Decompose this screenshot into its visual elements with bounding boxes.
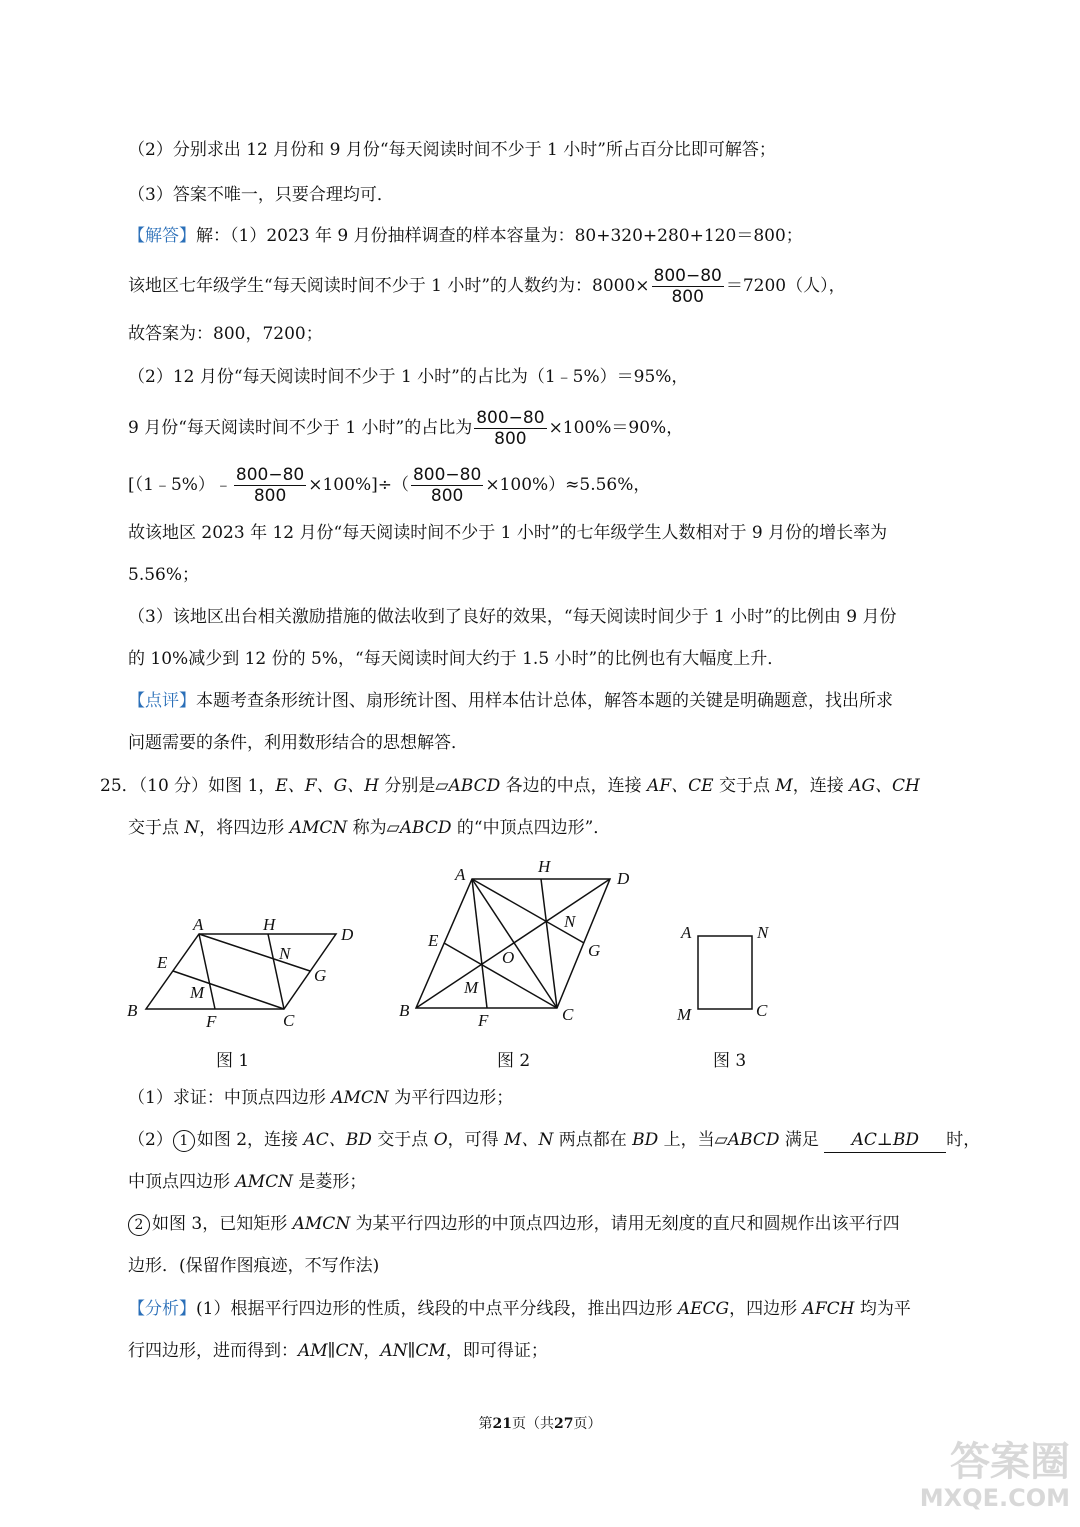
fraction: $\frac{800-80}{800}$ xyxy=(412,465,482,506)
line-answer-4: （2）12 月份“每天阅读时间不少于 1 小时”的占比为（1﹣5%）＝95%， xyxy=(128,367,689,387)
svg-text:A: A xyxy=(193,915,204,934)
line-answer-2: 该地区七年级学生“每天阅读时间不少于 1 小时”的人数约为：8000× $\frac{800-80}{800}$ ＝7200（人）， xyxy=(128,266,846,307)
line-answer-1: 【解答】解：（1）2023 年 9 月份抽样调查的样本容量为：80+320+280+120＝800； xyxy=(128,226,803,246)
figure-3-caption: 图 3 xyxy=(713,1051,747,1071)
question-25-line-1: 25．（10 分）如图 1，E、F、G、H 分别是▱ABCD 各边的中点，连接 AF、CE 交于点 M，连接 AG、CH xyxy=(100,776,920,796)
line-comment-2: 问题需要的条件，利用数形结合的思想解答． xyxy=(128,733,468,753)
svg-text:H: H xyxy=(538,857,551,876)
figures xyxy=(0,850,1080,1050)
circled-number-1: 1 xyxy=(173,1130,195,1152)
watermark-logo: 答案圈 MXQE.COM xyxy=(919,1439,1070,1512)
line-answer-3: 故答案为：800，7200； xyxy=(128,324,323,344)
svg-text:M: M xyxy=(190,983,205,1002)
line-answer-6: [（1﹣5%）﹣ $\frac{800-80}{800}$ ×100%]÷（ $\frac{800-80}{800}$ ×100%）≈5.56%， xyxy=(128,465,651,506)
svg-text:D: D xyxy=(341,925,354,944)
part-2-2-line-1: 2 如图 3，已知矩形 AMCN 为某平行四边形的中顶点四边形，请用无刻度的直尺和圆规作出该平行四 xyxy=(128,1212,900,1236)
svg-text:C: C xyxy=(283,1011,295,1030)
circled-number-2: 2 xyxy=(128,1214,150,1236)
figure-1-caption: 图 1 xyxy=(216,1051,250,1071)
svg-text:N: N xyxy=(757,923,769,942)
svg-text:N: N xyxy=(564,912,576,931)
comment-tag: 【点评】 xyxy=(128,691,196,711)
fraction: $\frac{800-80}{800}$ xyxy=(235,465,305,506)
svg-text:E: E xyxy=(428,931,439,950)
figure-2-caption: 图 2 xyxy=(497,1051,531,1071)
svg-text:F: F xyxy=(478,1011,489,1030)
svg-text:C: C xyxy=(562,1005,574,1024)
answer-tag: 【解答】 xyxy=(128,226,196,246)
line-analysis-3: （3）答案不唯一，只要合理均可． xyxy=(128,185,394,205)
svg-text:O: O xyxy=(502,948,515,967)
fraction: $\frac{800-80}{800}$ xyxy=(653,266,722,307)
svg-text:F: F xyxy=(206,1012,217,1031)
analysis-line-2: 行四边形，进而得到：AM∥CN，AN∥CM，即可得证； xyxy=(128,1341,548,1361)
answer-blank: AC⊥BD xyxy=(824,1128,946,1153)
svg-text:B: B xyxy=(399,1001,410,1020)
parallelogram-symbol: ▱ xyxy=(386,818,400,838)
svg-text:G: G xyxy=(314,966,327,985)
parallelogram-symbol: ▱ xyxy=(714,1130,728,1150)
svg-text:M: M xyxy=(677,1005,692,1024)
line-answer-9: （3）该地区出台相关激励措施的做法收到了良好的效果，“每天阅读时间少于 1 小时”的比例由 9 月份 xyxy=(128,607,897,627)
svg-text:G: G xyxy=(588,941,601,960)
svg-text:E: E xyxy=(157,953,168,972)
svg-text:B: B xyxy=(127,1001,138,1020)
svg-text:A: A xyxy=(681,923,692,942)
line-answer-7: 故该地区 2023 年 12 月份“每天阅读时间不少于 1 小时”的七年级学生人数相对于 9 月份的增长率为 xyxy=(128,523,888,543)
svg-text:M: M xyxy=(464,978,479,997)
question-25-line-2: 交于点 N，将四边形 AMCN 称为▱ABCD 的“中顶点四边形”． xyxy=(128,818,611,838)
part-2-line-2: 中顶点四边形 AMCN 是菱形； xyxy=(128,1172,367,1192)
line-comment-1: 【点评】本题考查条形统计图、扇形统计图、用样本估计总体，解答本题的关键是明确题意，找出所求 xyxy=(128,691,893,711)
figure-2 xyxy=(416,879,610,1008)
line-answer-5: 9 月份“每天阅读时间不少于 1 小时”的占比为 $\frac{800-80}{800}$ ×100%＝90%， xyxy=(128,408,684,449)
part-1: （1）求证：中顶点四边形 AMCN 为平行四边形； xyxy=(128,1088,514,1108)
analysis-line-1: 【分析】(1）根据平行四边形的性质，线段的中点平分线段，推出四边形 AECG，四边形 AFCH 均为平 xyxy=(128,1299,911,1319)
part-2-2-line-2: 边形．(保留作图痕迹，不写作法) xyxy=(128,1256,380,1276)
analysis-tag: 【分析】 xyxy=(128,1299,196,1319)
line-answer-8: 5.56%； xyxy=(128,565,200,585)
svg-text:C: C xyxy=(756,1001,768,1020)
svg-text:A: A xyxy=(455,865,466,884)
fraction: $\frac{800-80}{800}$ xyxy=(476,408,545,449)
line-answer-10: 的 10%减少到 12 份的 5%，“每天阅读时间大约于 1.5 小时”的比例也有大幅度上升． xyxy=(128,649,785,669)
figure-1-labels xyxy=(127,915,354,1031)
svg-text:N: N xyxy=(279,944,291,963)
figure-3 xyxy=(698,936,752,1009)
part-2-line-1: （2） 1 如图 2，连接 AC、BD 交于点 O，可得 M、N 两点都在 BD 上，当▱ABCD 满足 AC⊥BD 时， xyxy=(128,1128,980,1153)
figure-1 xyxy=(146,934,336,1009)
svg-text:H: H xyxy=(263,915,276,934)
svg-text:D: D xyxy=(617,869,630,888)
page-footer: 第21页（共27页） xyxy=(478,1416,602,1432)
parallelogram-symbol: ▱ xyxy=(435,776,449,796)
line-analysis-2: （2）分别求出 12 月份和 9 月份“每天阅读时间不少于 1 小时”所占百分比即可解答； xyxy=(128,140,776,160)
